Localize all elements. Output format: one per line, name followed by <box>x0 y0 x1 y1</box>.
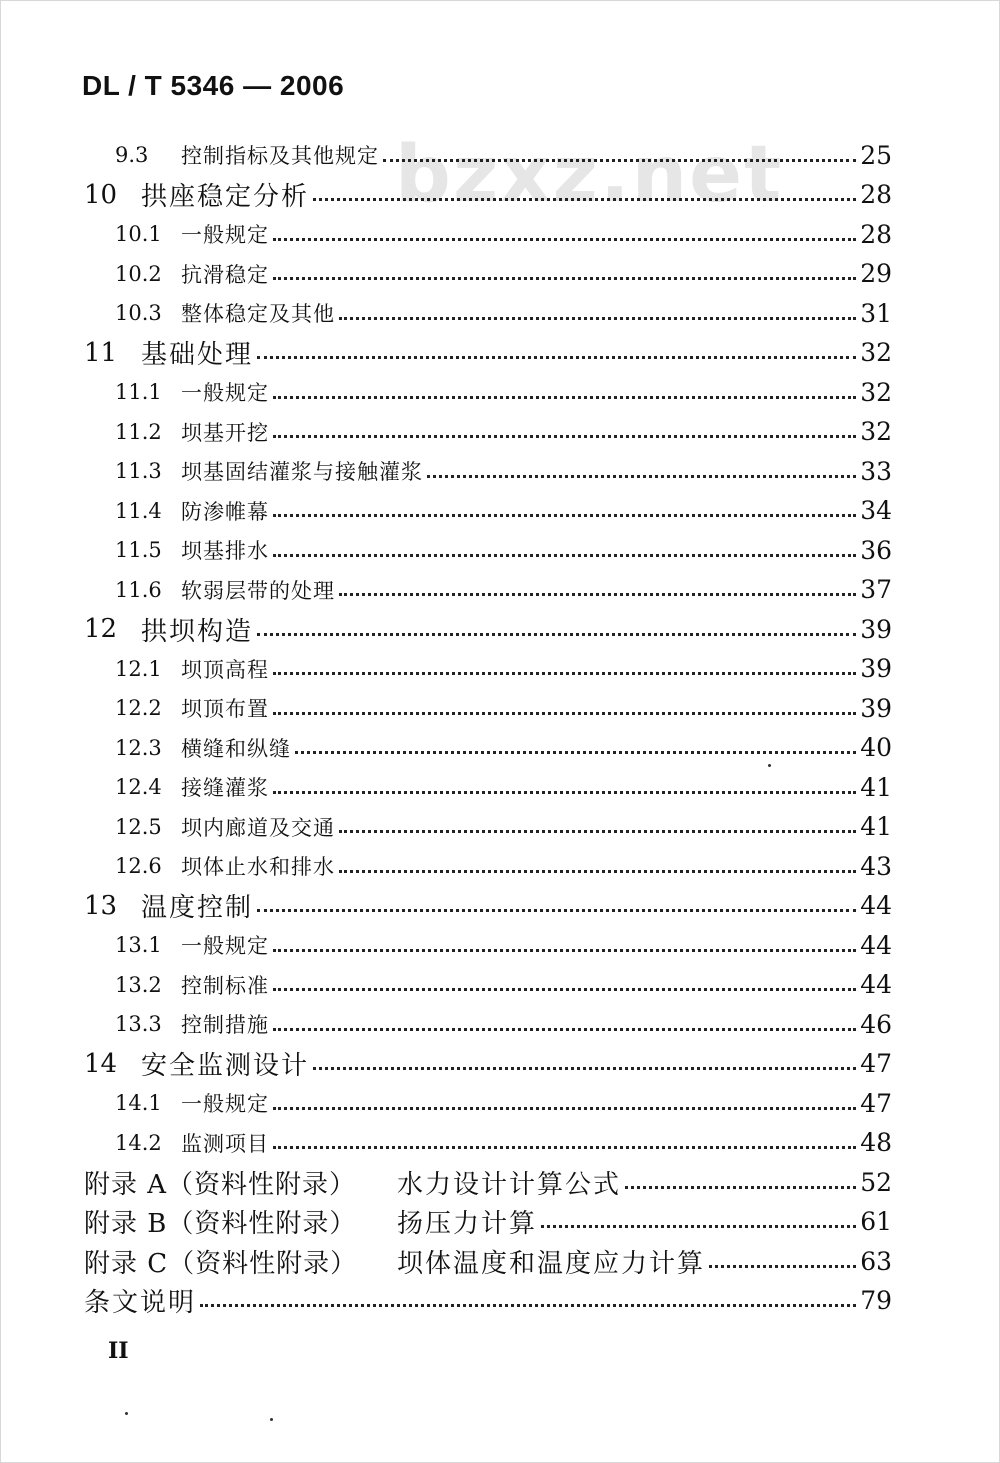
toc-entry-title: 坝基排水 <box>181 539 269 563</box>
toc-entry[interactable] <box>115 570 892 610</box>
toc-entry[interactable] <box>115 846 892 886</box>
toc-entry-title: 抗滑稳定 <box>181 262 269 287</box>
toc-entry-page: 39 <box>860 693 892 723</box>
toc-entry-number: 附录 C（资料性附录） <box>84 1248 358 1279</box>
toc-entry-page: 47 <box>860 1088 892 1118</box>
toc-entry-number: 11 <box>84 337 118 368</box>
toc-entry-number: 12.6 <box>115 854 162 878</box>
toc-entry[interactable] <box>115 135 892 175</box>
toc-entry-page: 41 <box>860 772 892 802</box>
toc-entry-title: 监测项目 <box>181 1131 269 1156</box>
toc-entry-number: 13.2 <box>115 972 162 997</box>
toc-entry-title: 坝体止水和排水 <box>181 855 335 879</box>
document-code-header: DL / T 5346 — 2006 <box>82 70 345 101</box>
toc-entry-title: 温度控制 <box>141 893 254 923</box>
toc-entry-page: 32 <box>860 417 892 446</box>
dot-leader <box>273 514 856 517</box>
toc-entry[interactable] <box>115 688 892 728</box>
dot-leader <box>313 1067 856 1070</box>
dot-leader <box>273 435 856 438</box>
dot-leader <box>200 1304 856 1307</box>
toc-entry-page: 47 <box>860 1049 892 1078</box>
toc-entry-number: 10.1 <box>115 222 162 246</box>
toc-entry[interactable] <box>115 1004 892 1044</box>
toc-entry-number: 11.5 <box>115 538 162 562</box>
dot-leader <box>339 317 856 320</box>
dot-leader <box>541 1225 856 1228</box>
toc-entry-page: 79 <box>860 1286 892 1315</box>
dot-leader <box>313 198 856 201</box>
toc-entry-number: 12.1 <box>115 656 162 681</box>
dot-leader <box>273 712 856 715</box>
toc-entry-title: 拱座稳定分析 <box>141 182 310 212</box>
toc-entry-title: 接缝灌浆 <box>181 776 269 800</box>
toc-entry-page: 63 <box>860 1246 892 1276</box>
toc-entry[interactable] <box>115 214 892 254</box>
scan-speck <box>768 764 771 767</box>
toc-entry-page: 29 <box>860 259 892 288</box>
dot-leader <box>257 356 856 359</box>
toc-entry[interactable] <box>84 1202 892 1242</box>
dot-leader <box>273 791 856 794</box>
toc-entry-number: 13 <box>84 890 118 921</box>
toc-entry[interactable] <box>115 649 892 689</box>
toc-entry-page: 32 <box>860 377 892 407</box>
toc-entry-page: 41 <box>860 812 892 841</box>
toc-entry-page: 39 <box>860 614 892 644</box>
toc-entry[interactable] <box>84 1044 892 1084</box>
dot-leader <box>273 1107 856 1110</box>
toc-entry-page: 44 <box>860 970 892 999</box>
dot-leader <box>273 1028 856 1031</box>
toc-entry-number: 9.3 <box>115 143 149 167</box>
dot-leader <box>257 633 856 636</box>
toc-entry-page: 39 <box>860 654 892 683</box>
toc-entry-title: 拱坝构造 <box>141 616 254 647</box>
toc-entry-number: 11.4 <box>115 498 162 523</box>
toc-entry-page: 52 <box>860 1167 892 1197</box>
toc-entry-number: 附录 A（资料性附录） <box>84 1169 357 1200</box>
dot-leader <box>295 751 856 754</box>
dot-leader <box>709 1265 856 1268</box>
dot-leader <box>273 396 856 399</box>
dot-leader <box>273 1146 856 1149</box>
toc-entry[interactable] <box>115 412 892 452</box>
toc-entry-number: 10.3 <box>115 301 162 325</box>
toc-entry[interactable] <box>84 609 892 649</box>
toc-entry[interactable] <box>115 965 892 1005</box>
toc-entry[interactable] <box>84 175 892 215</box>
toc-entry[interactable] <box>115 767 892 807</box>
toc-entry[interactable] <box>84 886 892 926</box>
toc-entry-title: 横缝和纵缝 <box>181 736 291 761</box>
toc-entry-number: 12.2 <box>115 696 162 720</box>
toc-entry-page: 43 <box>860 851 892 881</box>
toc-entry[interactable] <box>115 1083 892 1123</box>
toc-entry-number: 10 <box>84 179 118 210</box>
toc-entry-page: 33 <box>860 456 892 486</box>
scan-speck <box>125 1412 128 1415</box>
toc-entry-number: 13.3 <box>115 1012 162 1036</box>
toc-entry-title: 一般规定 <box>181 381 269 405</box>
dot-leader <box>625 1186 856 1189</box>
toc-entry[interactable] <box>115 254 892 294</box>
dot-leader <box>339 593 856 596</box>
toc-entry[interactable] <box>115 1123 892 1163</box>
dot-leader <box>273 277 856 280</box>
toc-entry-number: 12 <box>84 614 118 644</box>
toc-entry-title: 水力设计计算公式 <box>397 1169 622 1200</box>
scan-speck <box>270 1418 273 1421</box>
toc-entry-page: 31 <box>860 298 892 328</box>
toc-entry-title: 防渗帷幕 <box>181 499 269 524</box>
dot-leader <box>427 475 856 478</box>
toc-entry-title: 一般规定 <box>181 1092 269 1116</box>
toc-entry-title: 安全监测设计 <box>141 1051 310 1081</box>
toc-entry-page: 32 <box>860 338 892 367</box>
toc-entry-number: 13.1 <box>115 933 162 957</box>
toc-entry-page: 61 <box>860 1207 892 1236</box>
toc-entry[interactable] <box>115 293 892 333</box>
toc-entry-page: 48 <box>860 1128 892 1157</box>
toc-entry[interactable] <box>84 1281 892 1321</box>
dot-leader <box>273 554 856 557</box>
toc-entry-number: 12.5 <box>115 814 162 839</box>
toc-entry-number: 12.4 <box>115 775 162 799</box>
toc-entry[interactable] <box>84 1162 892 1202</box>
toc-entry[interactable] <box>84 1241 892 1281</box>
dot-leader <box>273 672 856 675</box>
dot-leader <box>339 870 856 873</box>
toc-entry-number: 14 <box>84 1048 118 1079</box>
toc-entry[interactable] <box>115 807 892 847</box>
toc-entry-number: 11.6 <box>115 577 162 602</box>
toc-entry-page: 28 <box>860 219 892 249</box>
toc-entry-title: 坝顶布置 <box>181 697 269 721</box>
toc-entry[interactable] <box>115 925 892 965</box>
dot-leader <box>273 238 856 241</box>
toc-entry[interactable] <box>115 372 892 412</box>
toc-entry-page: 34 <box>860 496 892 525</box>
dot-leader <box>273 988 856 991</box>
toc-entry-page: 46 <box>860 1009 892 1039</box>
toc-entry[interactable] <box>115 451 892 491</box>
toc-entry-page: 28 <box>860 180 892 209</box>
toc-entry-page: 36 <box>860 535 892 565</box>
toc-entry[interactable] <box>115 728 892 768</box>
dot-leader <box>339 830 856 833</box>
toc-entry-number: 14.1 <box>115 1091 162 1115</box>
dot-leader <box>257 909 856 912</box>
toc-entry-title: 控制指标及其他规定 <box>181 144 379 168</box>
toc-entry-title: 一般规定 <box>181 223 269 247</box>
toc-entry-number: 11.2 <box>115 419 162 444</box>
toc-entry-number: 11.3 <box>115 459 162 483</box>
toc-entry-title: 坝基固结灌浆与接触灌浆 <box>181 460 423 484</box>
toc-entry-page: 44 <box>860 891 892 920</box>
toc-entry-number: 12.3 <box>115 735 162 760</box>
toc-entry-number: 附录 B（资料性附录） <box>84 1209 357 1239</box>
toc-entry-title: 软弱层带的处理 <box>181 578 335 603</box>
toc-entry-title: 坝基开挖 <box>181 420 269 445</box>
page-number-footer: II <box>108 1338 129 1364</box>
toc-entry-title: 控制标准 <box>181 973 269 998</box>
toc-entry-page: 37 <box>860 575 892 604</box>
toc-entry-number: 11.1 <box>115 380 162 404</box>
toc-entry-title: 控制措施 <box>181 1013 269 1037</box>
toc-entry-title: 条文说明 <box>84 1288 197 1318</box>
toc-entry-number: 10.2 <box>115 261 162 286</box>
toc-entry-page: 40 <box>860 733 892 762</box>
toc-entry-title: 基础处理 <box>141 340 254 370</box>
toc-entry[interactable] <box>115 530 892 570</box>
toc-entry-title: 坝内廊道及交通 <box>181 815 335 840</box>
dot-leader <box>383 159 856 162</box>
dot-leader <box>273 949 856 952</box>
toc-entry[interactable] <box>84 333 892 373</box>
toc-entry[interactable] <box>115 491 892 531</box>
toc-entry-title: 扬压力计算 <box>397 1209 538 1239</box>
watermark: bzxz.net <box>395 130 784 220</box>
toc-entry-title: 一般规定 <box>181 934 269 958</box>
toc-entry-number: 14.2 <box>115 1130 162 1155</box>
toc-entry-page: 44 <box>860 930 892 960</box>
toc-entry-page: 25 <box>860 140 892 170</box>
toc-entry-title: 坝顶高程 <box>181 657 269 682</box>
toc-entry-title: 坝体温度和温度应力计算 <box>397 1248 706 1279</box>
toc-entry-title: 整体稳定及其他 <box>181 302 335 326</box>
